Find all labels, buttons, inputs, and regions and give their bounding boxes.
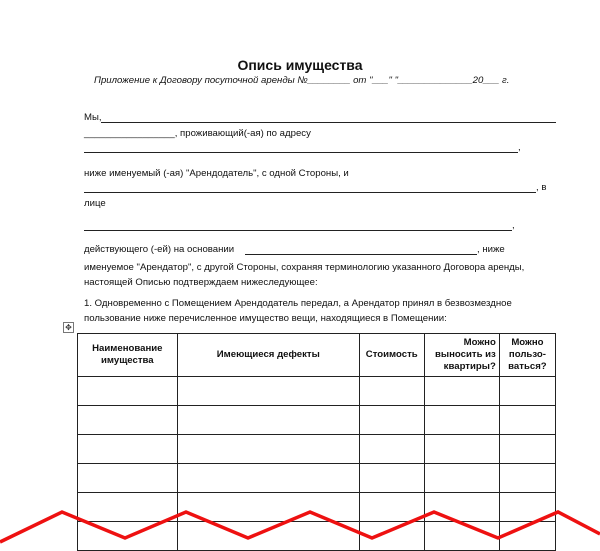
header-cost: Стоимость xyxy=(359,334,424,377)
header-usable: Можно пользо- ваться? xyxy=(499,334,555,377)
table-move-handle-icon[interactable]: ✥ xyxy=(63,322,74,333)
fill-line xyxy=(84,230,512,231)
table-cell[interactable] xyxy=(78,435,178,464)
table-row xyxy=(78,406,556,435)
table-cell[interactable] xyxy=(499,377,555,406)
fill-line xyxy=(84,152,518,153)
text-confirm: настоящей Описью подтверждаем нижеследующее: xyxy=(84,277,318,288)
table-cell[interactable] xyxy=(78,377,178,406)
fill-line xyxy=(84,192,536,193)
table-cell[interactable] xyxy=(177,406,359,435)
text-landlord: ниже именуемый (-ая) "Арендодатель", с одной Стороны, и xyxy=(84,168,349,179)
document-title: Опись имущества xyxy=(237,57,363,73)
table-row xyxy=(78,464,556,493)
text-comma-2: , xyxy=(512,220,515,231)
torn-edge-zigzag xyxy=(0,500,600,546)
table-cell[interactable] xyxy=(424,377,499,406)
text-clause-1a: 1. Одновременно с Помещением Арендодатель передал, а Арендатор принял в безвозмездное xyxy=(84,298,512,309)
table-header-row xyxy=(78,334,556,377)
text-we: Мы, xyxy=(84,112,102,123)
table-cell[interactable] xyxy=(177,435,359,464)
table-cell[interactable] xyxy=(499,464,555,493)
document-subtitle: Приложение к Договору посуточной аренды №________ от "___" "______________20___ г. xyxy=(94,75,510,86)
table-cell[interactable] xyxy=(499,406,555,435)
header-removable: Можно выносить из квартиры? xyxy=(424,334,499,377)
table-cell[interactable] xyxy=(177,464,359,493)
table-cell[interactable] xyxy=(499,435,555,464)
table-cell[interactable] xyxy=(359,377,424,406)
table-cell[interactable] xyxy=(424,406,499,435)
table-cell[interactable] xyxy=(177,377,359,406)
table-cell[interactable] xyxy=(424,435,499,464)
text-in: , в xyxy=(536,182,547,193)
table-row xyxy=(78,435,556,464)
table-cell[interactable] xyxy=(78,464,178,493)
text-acting-suffix: , ниже xyxy=(477,244,505,255)
table-row xyxy=(78,377,556,406)
header-defects: Имеющиеся дефекты xyxy=(177,334,359,377)
table-cell[interactable] xyxy=(359,464,424,493)
text-person: лице xyxy=(84,198,106,209)
table-cell[interactable] xyxy=(359,406,424,435)
text-clause-1b: пользование ниже перечисленное имущество вещи, находящиеся в Помещении: xyxy=(84,313,447,324)
text-acting-prefix: действующего (-ей) на основании xyxy=(84,244,235,255)
fill-line xyxy=(245,254,477,255)
table-cell[interactable] xyxy=(424,464,499,493)
header-name: Наименование имущества xyxy=(78,334,178,377)
text-residing: _________________, проживающий(-ая) по адресу xyxy=(84,128,311,139)
fill-line xyxy=(101,122,556,123)
text-comma: , xyxy=(518,142,521,153)
text-tenant: именуемое "Арендатор", с другой Стороны, сохраняя терминологию указанного Договора аренды, xyxy=(84,262,525,273)
table-cell[interactable] xyxy=(78,406,178,435)
table-cell[interactable] xyxy=(359,435,424,464)
